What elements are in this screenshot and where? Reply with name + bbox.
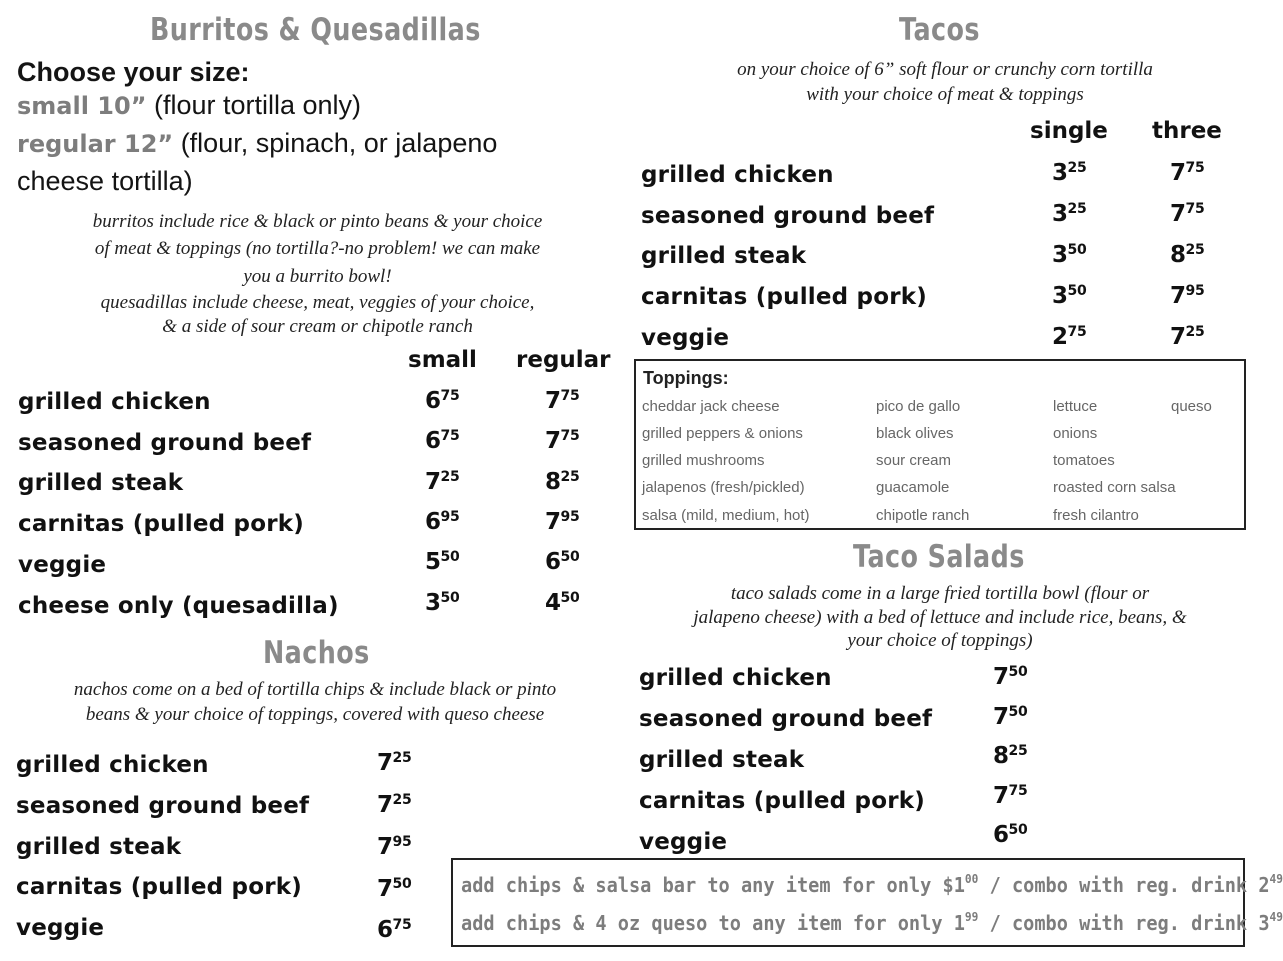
nachos-item-name: carnitas (pulled pork) — [16, 874, 302, 900]
burritos-description — [20, 208, 615, 339]
desc-line: & a side of sour cream or chipotle ranch — [162, 316, 473, 337]
burrito-price-small: $6^{75}$ — [425, 428, 460, 454]
topping-item: black olives — [876, 425, 954, 442]
topping-item: pico de gallo — [876, 398, 961, 415]
taco-price-three: $7^{75}$ — [1170, 201, 1205, 227]
topping-item: grilled mushrooms — [642, 452, 765, 469]
burrito-price-regular: $6^{50}$ — [545, 549, 580, 575]
col-single-header: single — [1030, 118, 1108, 144]
topping-item: jalapenos (fresh/pickled) — [642, 479, 805, 496]
nachos-item-name: seasoned ground beef — [16, 793, 310, 819]
burrito-item-name: cheese only (quesadilla) — [18, 593, 339, 619]
salad-item-name: grilled chicken — [639, 665, 832, 691]
topping-item: chipotle ranch — [876, 507, 970, 524]
taco-price-three: $7^{75}$ — [1170, 160, 1205, 186]
addon-chips-queso: add chips & 4 oz queso to any item for only $1^{99}$ / combo with reg. drink $3^{49}$ — [461, 910, 1283, 935]
burrito-price-regular: $7^{75}$ — [545, 388, 580, 414]
taco-price-single: $3^{50}$ — [1052, 283, 1087, 309]
taco-price-single: $3^{25}$ — [1052, 160, 1087, 186]
taco-item-name: carnitas (pulled pork) — [641, 284, 927, 310]
desc-line: on your choice of 6” soft flour or crunchy corn tortilla — [737, 59, 1153, 80]
nachos-heading: Nachos — [263, 635, 370, 671]
topping-item: queso — [1171, 398, 1212, 415]
taco-price-three: $7^{25}$ — [1170, 324, 1205, 350]
burrito-price-small: $3^{50}$ — [425, 590, 460, 616]
taco-price-single: $3^{50}$ — [1052, 242, 1087, 268]
nachos-item-name: grilled chicken — [16, 752, 209, 778]
size-regular-label: regular 12” — [17, 130, 174, 158]
salad-price: $7^{50}$ — [993, 704, 1028, 730]
taco-price-three: $8^{25}$ — [1170, 242, 1205, 268]
nachos-price: $7^{95}$ — [377, 834, 412, 860]
topping-item: guacamole — [876, 479, 950, 496]
taco-item-name: veggie — [641, 325, 730, 351]
burrito-price-regular: $8^{25}$ — [545, 469, 580, 495]
topping-item: onions — [1053, 425, 1098, 442]
salad-item-name: veggie — [639, 829, 728, 855]
burrito-item-name: grilled chicken — [18, 389, 211, 415]
size-regular-desc-cont: cheese tortilla) — [17, 166, 193, 196]
taco-price-single: $3^{25}$ — [1052, 201, 1087, 227]
choose-size-title: Choose your size: — [17, 57, 250, 87]
nachos-price: $7^{50}$ — [377, 876, 412, 902]
burrito-item-name: veggie — [18, 552, 107, 578]
burrito-price-small: $6^{95}$ — [425, 509, 460, 535]
taco-price-single: $2^{75}$ — [1052, 324, 1087, 350]
salad-price: $8^{25}$ — [993, 743, 1028, 769]
size-regular-line — [17, 124, 497, 163]
burrito-price-regular: $7^{95}$ — [545, 509, 580, 535]
topping-item: lettuce — [1053, 398, 1098, 415]
desc-line: with your choice of meat & toppings — [806, 84, 1084, 105]
burrito-item-name: grilled steak — [18, 470, 184, 496]
burrito-price-small: $5^{50}$ — [425, 549, 460, 575]
nachos-price: $7^{25}$ — [377, 750, 412, 776]
desc-line: jalapeno cheese) with a bed of lettuce and include rice, beans, & — [693, 606, 1187, 628]
salad-price: $6^{50}$ — [993, 822, 1028, 848]
toppings-box — [634, 359, 1246, 530]
size-regular-desc: (flour, spinach, or jalapeno — [180, 128, 498, 158]
salad-item-name: seasoned ground beef — [639, 706, 933, 732]
topping-item: tomatoes — [1053, 452, 1115, 469]
desc-line: of meat & toppings (no tortilla?-no problem! we can make — [94, 238, 541, 259]
tacos-heading: Tacos — [899, 12, 980, 48]
burritos-heading: Burritos & Quesadillas — [150, 12, 481, 48]
size-small-desc: (flour tortilla only) — [153, 90, 362, 120]
size-small-line — [17, 86, 361, 125]
burrito-price-small: $6^{75}$ — [425, 388, 460, 414]
size-small-label: small 10” — [17, 92, 147, 120]
burrito-item-name: carnitas (pulled pork) — [18, 511, 304, 537]
addon-box — [451, 858, 1283, 947]
col-small-header: small — [408, 347, 477, 373]
nachos-item-name: veggie — [16, 915, 105, 941]
salad-price: $7^{75}$ — [993, 783, 1028, 809]
salad-item-name: carnitas (pulled pork) — [639, 788, 925, 814]
taco-price-three: $7^{95}$ — [1170, 283, 1205, 309]
nachos-item-name: grilled steak — [16, 834, 182, 860]
topping-item: cheddar jack cheese — [642, 398, 780, 415]
nachos-description — [15, 677, 615, 727]
addon-chips-salsa: add chips & salsa bar to any item for only $\$1^{00}$ / combo with reg. drink $2^{49}$ — [461, 872, 1283, 897]
salad-item-name: grilled steak — [639, 747, 805, 773]
topping-item: sour cream — [876, 452, 952, 469]
col-regular-header: regular — [516, 347, 611, 373]
taco-salads-description — [634, 582, 1246, 653]
taco-item-name: grilled chicken — [641, 162, 834, 188]
burrito-price-regular: $7^{75}$ — [545, 428, 580, 454]
desc-line: quesadillas include cheese, meat, veggies of your choice, — [100, 292, 535, 313]
topping-item: roasted corn salsa — [1053, 479, 1176, 496]
tacos-description — [640, 57, 1250, 107]
taco-item-name: grilled steak — [641, 243, 807, 269]
burrito-price-regular: $4^{50}$ — [545, 590, 580, 616]
desc-line: burritos include rice & black or pinto beans & your choice — [92, 211, 543, 232]
topping-item: salsa (mild, medium, hot) — [642, 507, 810, 524]
topping-item: fresh cilantro — [1053, 507, 1139, 524]
toppings-title: Toppings: — [643, 368, 729, 388]
nachos-price: $7^{25}$ — [377, 792, 412, 818]
desc-line: taco salads come in a large fried tortilla bowl (flour or — [730, 583, 1150, 604]
desc-line: your choice of toppings) — [847, 630, 1033, 651]
desc-line: beans & your choice of toppings, covered with queso cheese — [85, 704, 545, 725]
salad-price: $7^{50}$ — [993, 664, 1028, 690]
topping-item: grilled peppers & onions — [642, 425, 803, 442]
taco-item-name: seasoned ground beef — [641, 203, 935, 229]
burrito-item-name: seasoned ground beef — [18, 430, 312, 456]
taco-salads-heading: Taco Salads — [853, 539, 1025, 575]
desc-line: nachos come on a bed of tortilla chips & include black or pinto — [73, 679, 557, 700]
nachos-price: $6^{75}$ — [377, 917, 412, 943]
burrito-price-small: $7^{25}$ — [425, 469, 460, 495]
col-three-header: three — [1152, 118, 1222, 144]
desc-line: you a burrito bowl! — [243, 266, 392, 287]
